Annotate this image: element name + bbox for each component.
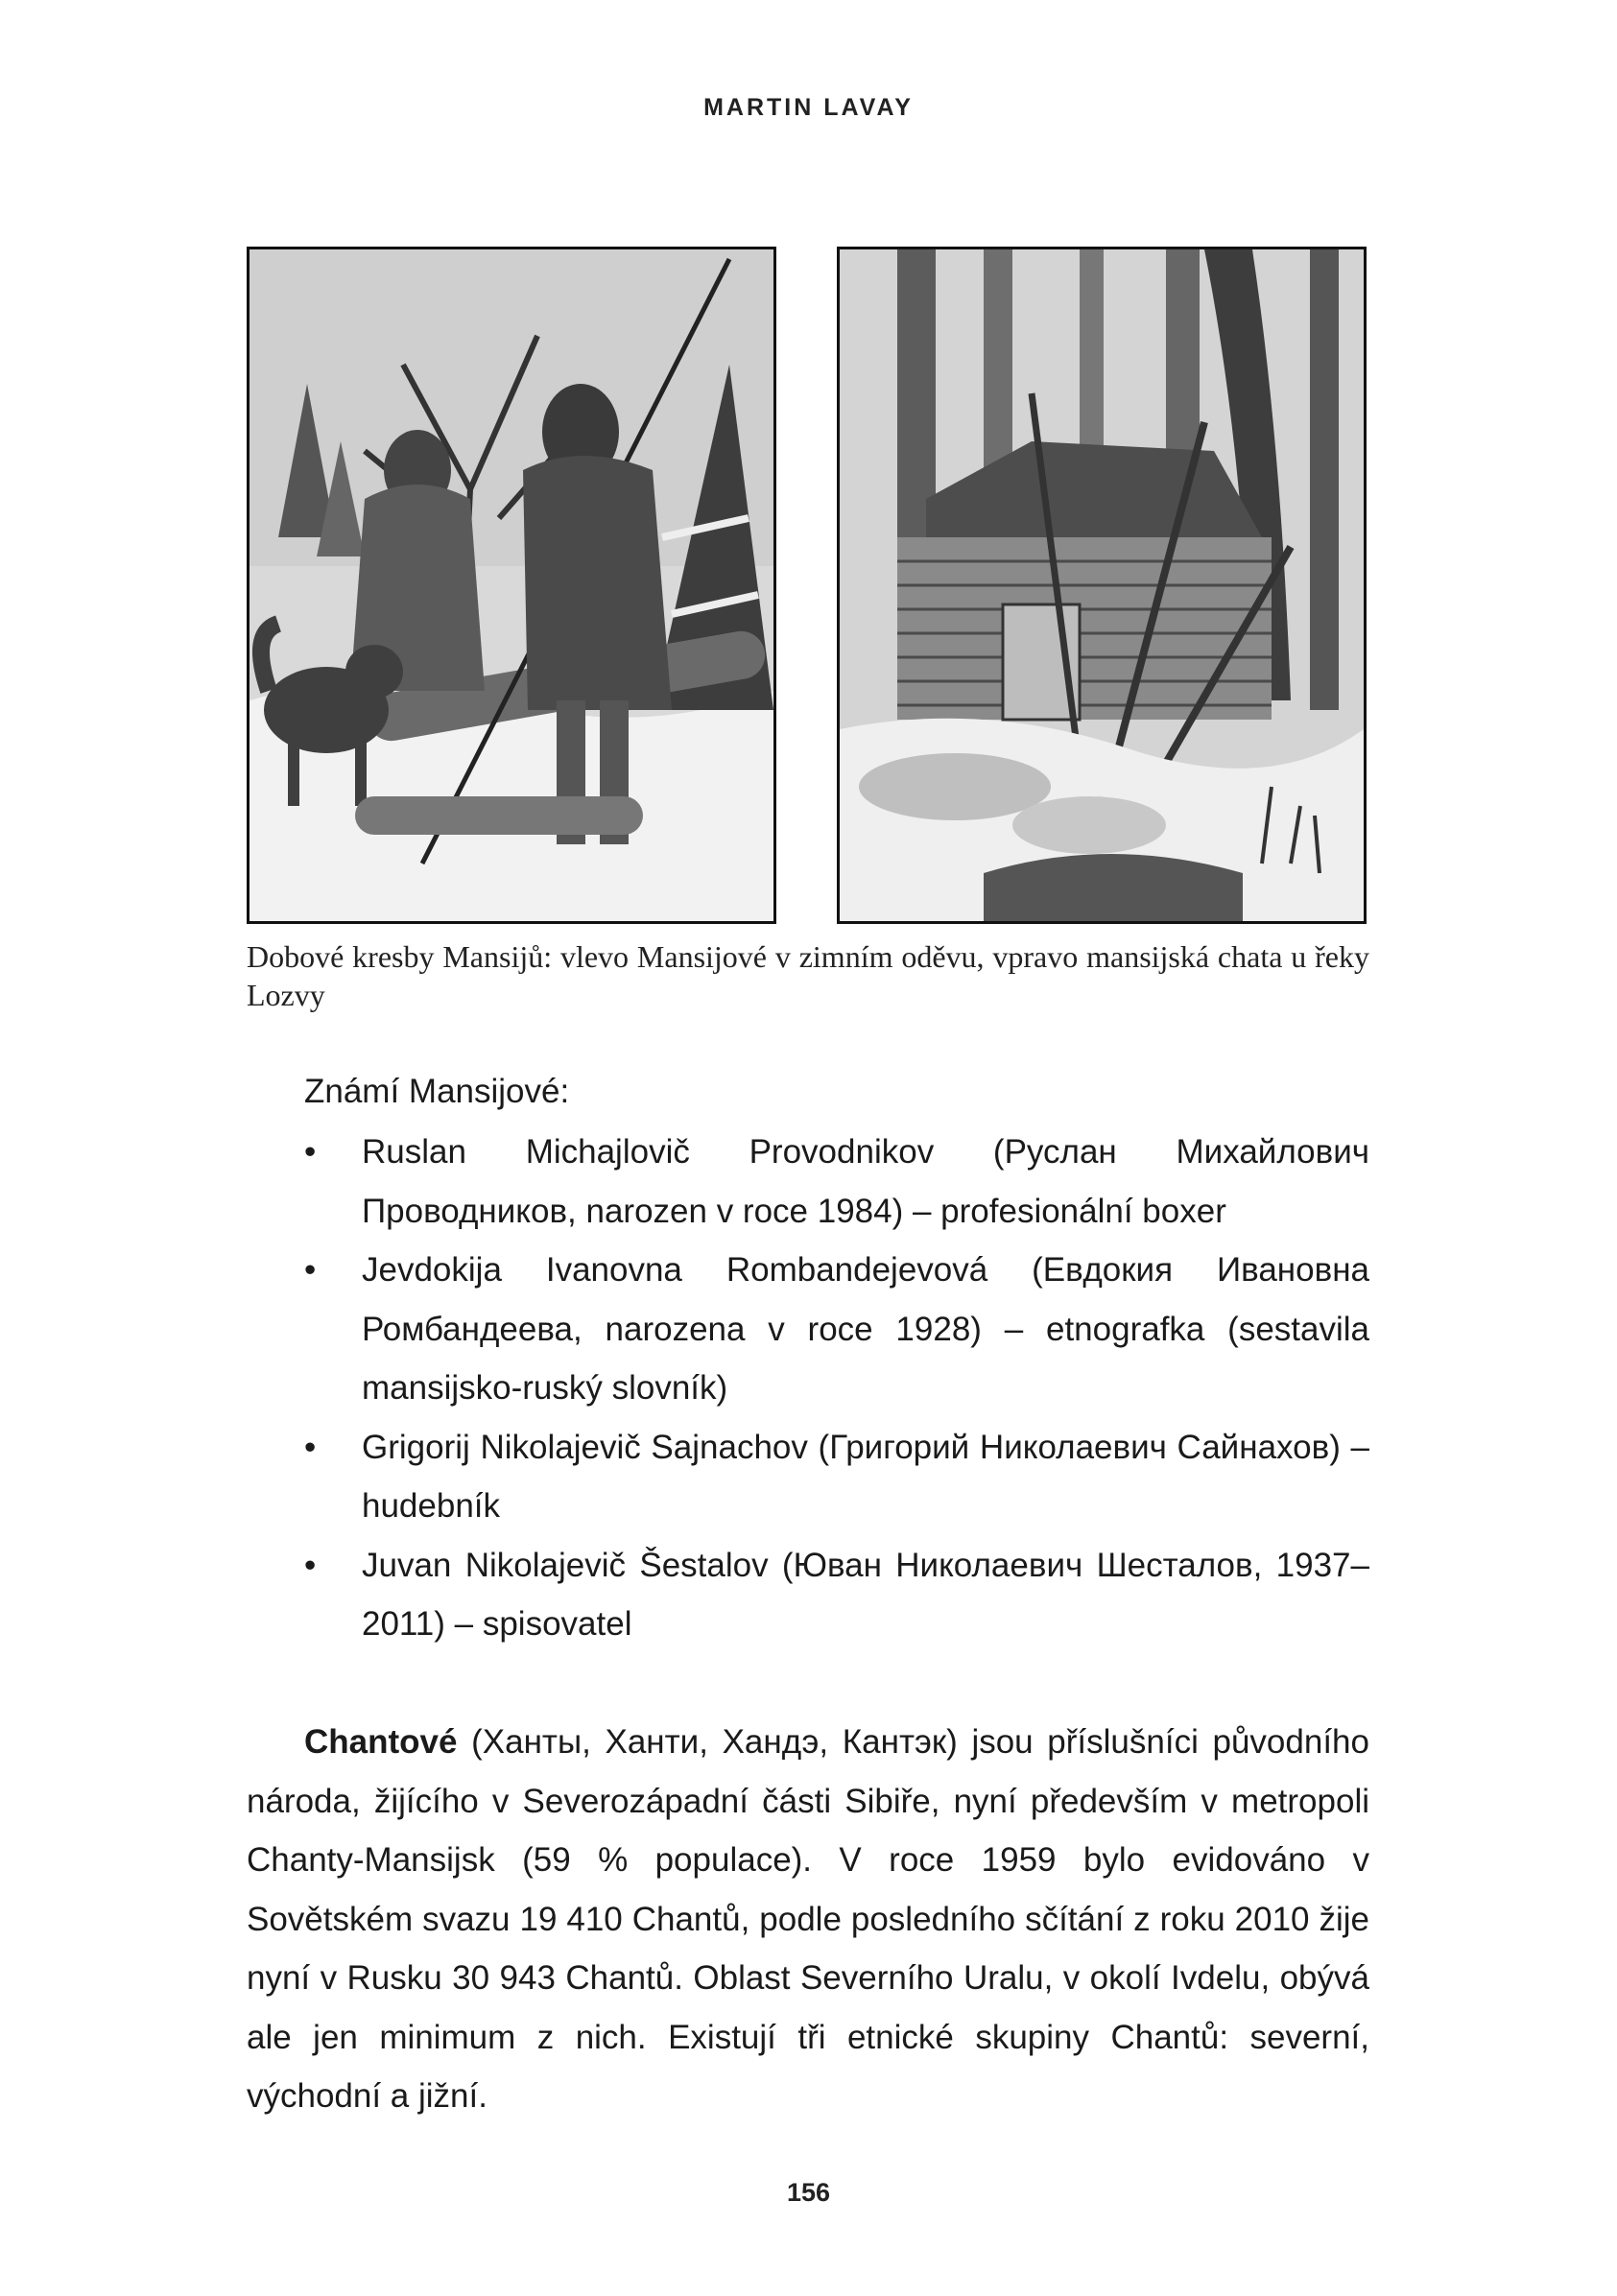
list-heading: Známí Mansijové: — [304, 1073, 570, 1110]
paragraph-text: (Ханты, Ханти, Хандэ, Кантэк) jsou příslušníci původního národa, žijícího v Severozápadní části Sibiře, nyní především v metropoli Chanty-Mansijsk (59 % populace). V roce 1959 bylo evidováno v Sovětském svazu 19 410 Chantů, podle posledního sčítání z roku 2010 žije nyní v Rusku 30 943 Chantů. Oblast Severního Uralu, v okolí Ivdelu, obývá ale jen minimum z nich. Existují tři etnické skupiny Chantů: severní, východní a jižní. — [247, 1723, 1369, 2115]
list-item — [304, 1418, 1369, 1536]
left-illustration-drawing — [250, 249, 773, 921]
right-illustration-drawing — [840, 249, 1364, 921]
bullet-marker: • — [304, 1133, 317, 1171]
known-mansi-list — [304, 1123, 1369, 1654]
bullet-marker: • — [304, 1428, 317, 1466]
list-item — [304, 1536, 1369, 1654]
list-item-text: Juvan Nikolajevič Šestalov (Юван Николаевич Шесталов, 1937–2011) – spisovatel — [362, 1546, 1369, 1643]
running-header: MARTIN LAVAY — [703, 94, 914, 121]
khanty-paragraph — [247, 1713, 1369, 2126]
figure-caption: Dobové kresby Mansijů: vlevo Mansijové v zimním oděvu, vpravo mansijská chata u řeky Lozvy — [247, 939, 1369, 1012]
illustration-mansi-winter-clothing — [247, 247, 776, 924]
paragraph-lead-term: Chantové — [304, 1723, 458, 1761]
illustration-mansi-hut-lozva — [837, 247, 1367, 924]
bullet-marker: • — [304, 1546, 317, 1584]
list-item-text: Ruslan Michajlovič Provodnikov (Руслан Михайлович Проводников, narozen v roce 1984) – profesionální boxer — [362, 1133, 1369, 1230]
list-item-text: Jevdokija Ivanovna Rombandejevová (Евдокия Ивановна Ромбандеева, narozena v roce 1928) – etnografka (sestavila mansijsko-ruský slovník) — [362, 1251, 1369, 1407]
bullet-marker: • — [304, 1251, 317, 1289]
list-item-text: Grigorij Nikolajevič Sajnachov (Григорий Николаевич Сайнахов) – hudebník — [362, 1428, 1369, 1525]
page-number: 156 — [786, 2178, 831, 2207]
list-item — [304, 1123, 1369, 1241]
list-item — [304, 1241, 1369, 1418]
